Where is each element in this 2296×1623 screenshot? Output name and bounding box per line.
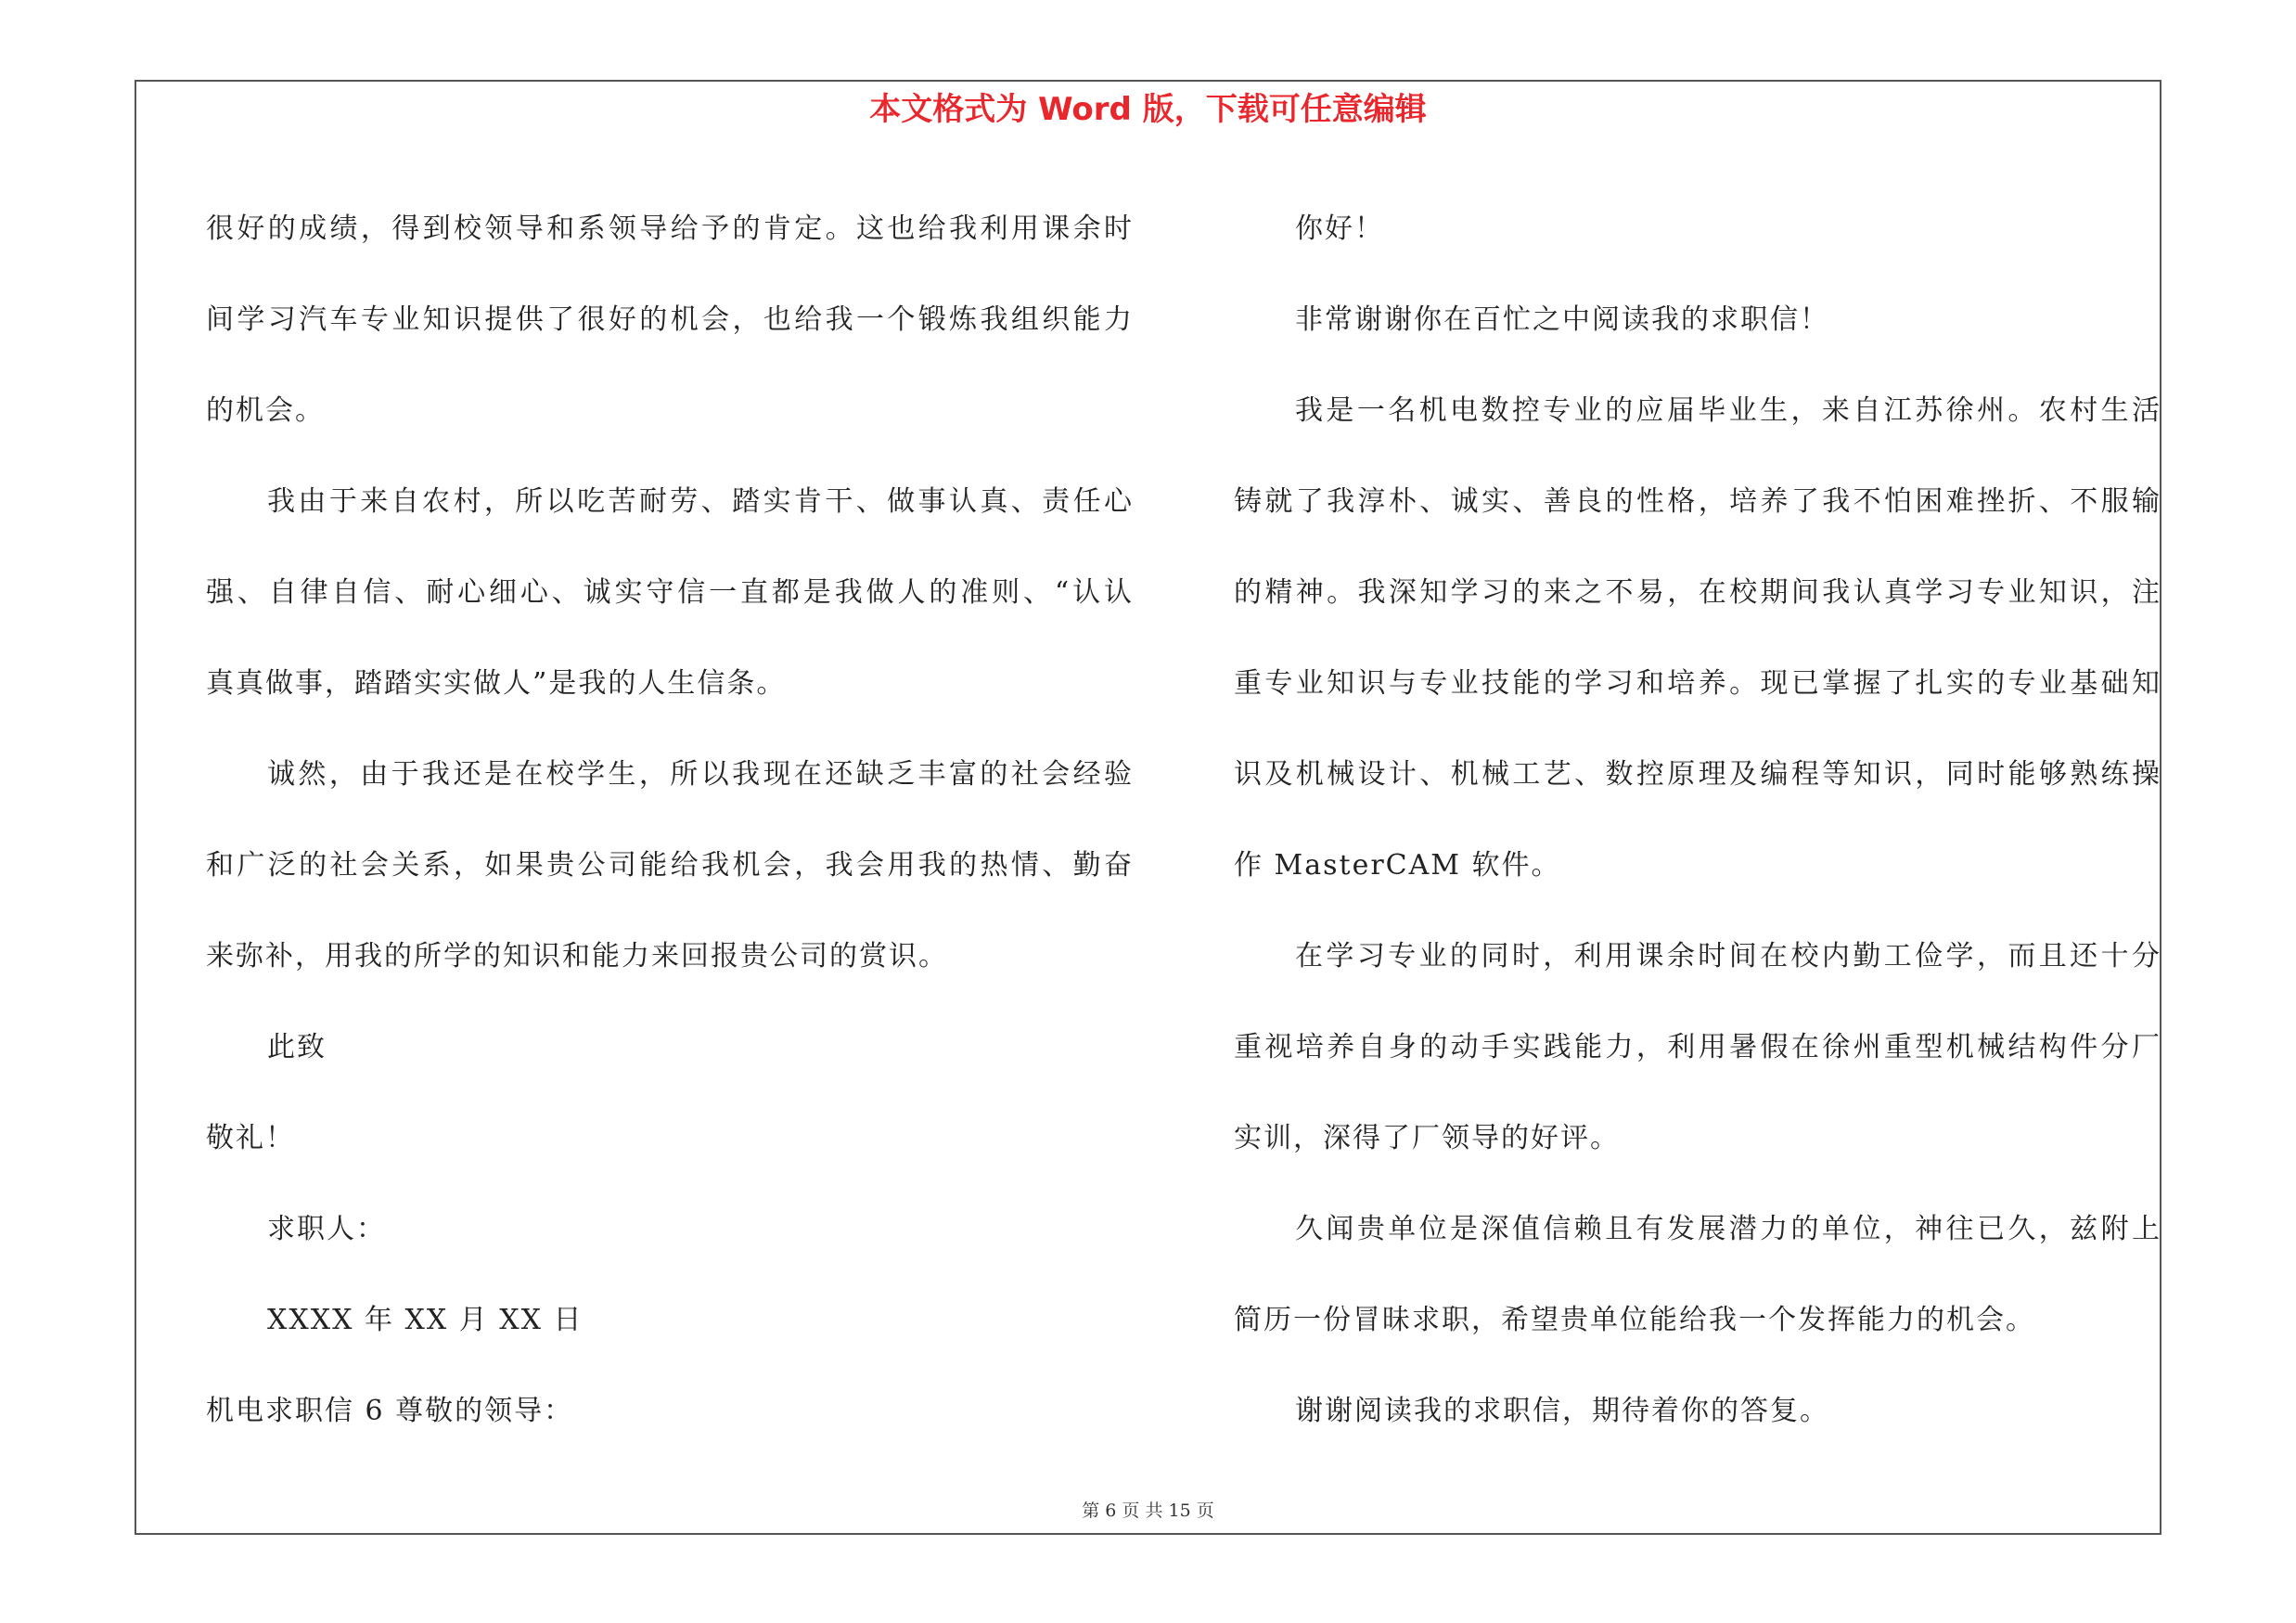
paragraph-line: 作 MasterCAM 软件。 (1234, 849, 1561, 882)
paragraph-line: 谢谢阅读我的求职信，期待着你的答复。 (1295, 1395, 1829, 1427)
paragraph-line: 重专业知识与专业技能的学习和培养。现已掌握了扎实的专业基础知 (1234, 667, 2161, 700)
left-column (206, 184, 1134, 1457)
page-number: 第 6 页 共 15 页 (1082, 1501, 1214, 1521)
paragraph-line: 简历一份冒昧求职，希望贵单位能给我一个发挥能力的机会。 (1234, 1304, 2035, 1336)
paragraph-line: 实训，深得了厂领导的好评。 (1234, 1122, 1620, 1154)
paragraph-line: 的机会。 (206, 394, 325, 427)
paragraph-line: 我是一名机电数控专业的应届毕业生，来自江苏徐州。农村生活 (1295, 394, 2161, 427)
paragraph-line: 间学习汽车专业知识提供了很好的机会，也给我一个锻炼我组织能力 (206, 303, 1134, 336)
paragraph-line: 我由于来自农村，所以吃苦耐劳、踏实肯干、做事认真、责任心 (267, 485, 1134, 518)
paragraph-line: 识及机械设计、机械工艺、数控原理及编程等知识，同时能够熟练操 (1234, 758, 2161, 791)
applicant-label: 求职人： (267, 1213, 386, 1245)
paragraph-line: 重视培养自身的动手实践能力，利用暑假在徐州重型机械结构件分厂 (1234, 1031, 2161, 1063)
closing-regards: 敬礼！ (206, 1122, 295, 1154)
right-column (1234, 184, 2161, 1457)
section-title: 机电求职信 6 尊敬的领导： (206, 1395, 574, 1427)
date-line: XXXX 年 XX 月 XX 日 (267, 1304, 584, 1336)
paragraph-line: 在学习专业的同时，利用课余时间在校内勤工俭学，而且还十分 (1295, 940, 2161, 973)
paragraph-line: 的精神。我深知学习的来之不易，在校期间我认真学习专业知识，注 (1234, 576, 2161, 609)
paragraph-line: 铸就了我淳朴、诚实、善良的性格，培养了我不怕困难挫折、不服输 (1234, 485, 2161, 518)
paragraph-line: 诚然，由于我还是在校学生，所以我现在还缺乏丰富的社会经验 (267, 758, 1134, 791)
word-format-notice: 本文格式为 Word 版，下载可任意编辑 (869, 91, 1427, 128)
paragraph-line: 强、自律自信、耐心细心、诚实守信一直都是我做人的准则、“认认 (206, 576, 1134, 609)
paragraph-line: 久闻贵单位是深值信赖且有发展潜力的单位，神往已久，兹附上 (1295, 1213, 2161, 1245)
paragraph-line: 和广泛的社会关系，如果贵公司能给我机会，我会用我的热情、勤奋 (206, 849, 1134, 882)
greeting: 你好！ (1295, 213, 1384, 245)
paragraph-line: 非常谢谢你在百忙之中阅读我的求职信！ (1295, 303, 1829, 336)
paragraph-line: 来弥补，用我的所学的知识和能力来回报贵公司的赏识。 (206, 940, 948, 973)
closing-salutation: 此致 (267, 1031, 327, 1063)
paragraph-line: 真真做事，踏踏实实做人”是我的人生信条。 (206, 667, 787, 700)
paragraph-line: 很好的成绩，得到校领导和系领导给予的肯定。这也给我利用课余时 (206, 213, 1134, 245)
